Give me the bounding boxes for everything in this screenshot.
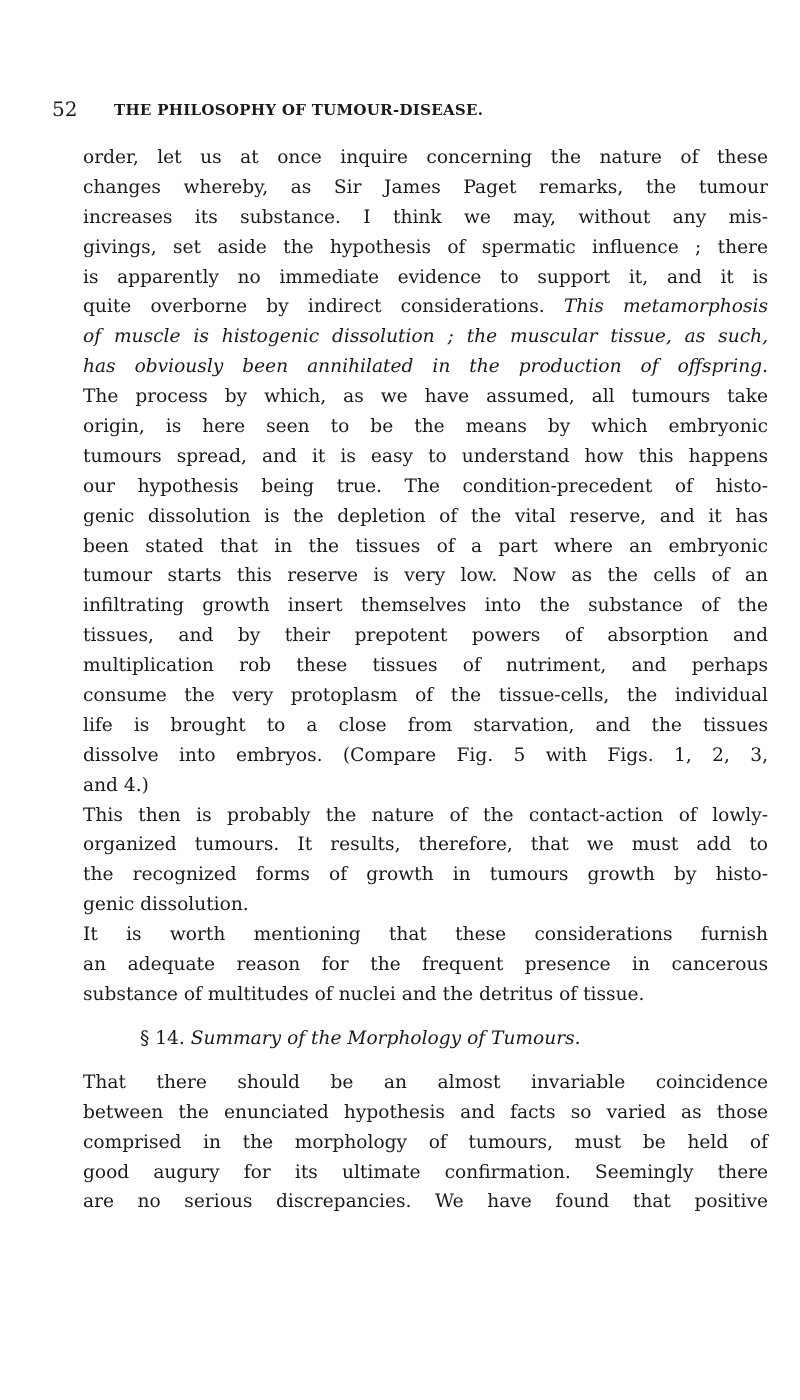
text-line: order, let us at once inquire concerning the nature of these bbox=[83, 147, 768, 168]
italic-span: This metamorphosis bbox=[563, 296, 768, 318]
text-line: consume the very protoplasm of the tissue-cells, the individual bbox=[83, 685, 768, 707]
text-line: substance of multitudes of nuclei and the detritus of tissue. bbox=[83, 983, 645, 1005]
text-line: good augury for its ultimate confirmation. Seemingly there bbox=[83, 1161, 768, 1183]
text-line: That there should be an almost invariable coincidence bbox=[83, 1071, 768, 1093]
text-line: tissues, and by their prepotent powers of absorption and bbox=[83, 625, 768, 647]
section-title: Summary of the Morphology of Tumours. bbox=[190, 1027, 581, 1049]
text-line: are no serious discrepancies. We have found that positive bbox=[83, 1191, 768, 1213]
text-line: comprised in the morphology of tumours, must be held of bbox=[83, 1131, 768, 1153]
text-line: organized tumours. It results, therefore, that we must add to bbox=[83, 834, 768, 856]
section-heading bbox=[83, 1024, 783, 1054]
text-line: life is brought to a close from starvation, and the tissues bbox=[83, 714, 768, 736]
text-line: genic dissolution. bbox=[83, 894, 249, 916]
section-number: § 14. bbox=[140, 1027, 185, 1049]
page-header bbox=[52, 97, 752, 129]
text-line: is apparently no immediate evidence to support it, and it is bbox=[83, 266, 768, 288]
text-line: infiltrating growth insert themselves into the substance of the bbox=[83, 595, 768, 617]
text-line: the recognized forms of growth in tumours growth by histo- bbox=[83, 864, 768, 886]
text-line: It is worth mentioning that these considerations furnish bbox=[83, 924, 768, 946]
page-number: 52 bbox=[52, 97, 78, 121]
text-line: givings, set aside the hypothesis of spermatic influence ; there bbox=[83, 236, 768, 258]
text-line: origin, is here seen to be the means by which embryonic bbox=[83, 416, 768, 438]
text-line: dissolve into embryos. (Compare Fig. 5 with Figs. 1, 2, 3, bbox=[83, 744, 768, 766]
text-line: been stated that in the tissues of a part where an embryonic bbox=[83, 535, 768, 557]
text-line: and 4.) bbox=[83, 774, 149, 796]
text-line: This then is probably the nature of the contact-action of lowly- bbox=[83, 804, 768, 826]
text-line: changes whereby, as Sir James Paget remarks, the tumour bbox=[83, 176, 768, 198]
text-line: our hypothesis being true. The condition-precedent of histo- bbox=[83, 475, 768, 497]
body-text bbox=[83, 143, 783, 1217]
running-head: THE PHILOSOPHY OF TUMOUR-DISEASE. bbox=[114, 101, 484, 119]
text-line: between the enunciated hypothesis and facts so varied as those bbox=[83, 1101, 768, 1123]
text-line: The process by which, as we have assumed, all tumours take bbox=[83, 386, 768, 408]
text-line: genic dissolution is the depletion of the vital reserve, and it has bbox=[83, 505, 768, 527]
text-line-italic: has obviously been annihilated in the production of offspring. bbox=[83, 356, 768, 378]
text-line-italic: of muscle is histogenic dissolution ; the muscular tissue, as such, bbox=[83, 326, 768, 348]
text-line: tumours spread, and it is easy to understand how this happens bbox=[83, 445, 768, 467]
text-line: multiplication rob these tissues of nutriment, and perhaps bbox=[83, 655, 768, 677]
text-span: quite overborne by indirect considerations. bbox=[83, 296, 545, 318]
text-line: increases its substance. I think we may, without any mis- bbox=[83, 206, 768, 228]
text-line: an adequate reason for the frequent presence in cancerous bbox=[83, 954, 768, 976]
text-line: tumour starts this reserve is very low. Now as the cells of an bbox=[83, 565, 768, 587]
text-line-mixed bbox=[83, 292, 768, 322]
